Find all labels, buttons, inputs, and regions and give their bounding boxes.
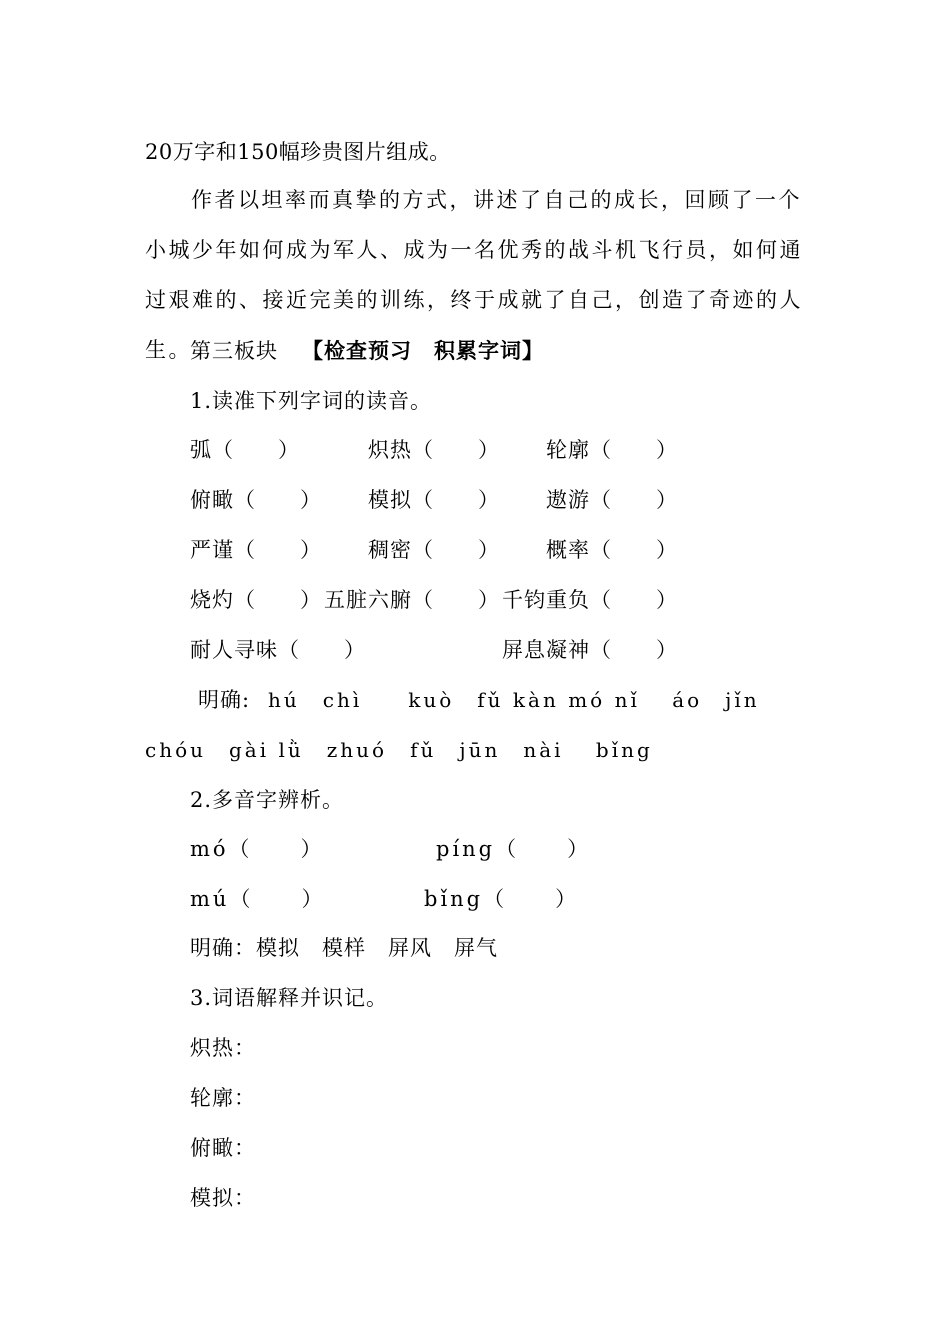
q2-item: mú（ ） — [190, 887, 326, 911]
q1-item: 俯瞰（ ） — [190, 488, 322, 512]
q1-item: 炽热（ ） — [368, 438, 500, 462]
q1-item: 轮廓（ ） — [546, 438, 678, 462]
q1-answer-line1: hú chì kuò fǔ kàn mó nǐ áo jǐn — [268, 688, 760, 712]
q1-item: 弧（ ） — [190, 438, 300, 462]
q1-item: 烧灼（ ） — [190, 588, 322, 612]
q3-item: 炽热： — [190, 1036, 256, 1060]
q1-item: 模拟（ ） — [368, 488, 500, 512]
q2-item: píng（ ） — [436, 837, 592, 861]
q1-item: 稠密（ ） — [368, 538, 500, 562]
q2-item: mó（ ） — [190, 837, 325, 861]
q1-heading: 1.读准下列字词的读音。 — [190, 389, 433, 413]
q1-item: 千钧重负（ ） — [502, 588, 678, 612]
q3-heading: 3.词语解释并识记。 — [190, 986, 389, 1010]
q2-item: bǐng（ ） — [424, 887, 580, 911]
q2-heading: 2.多音字辨析。 — [190, 788, 345, 812]
section-title — [190, 336, 544, 366]
q1-item: 耐人寻味（ ） — [190, 638, 366, 662]
q3-item: 轮廓： — [190, 1086, 256, 1110]
q1-answer-label: 明确: — [198, 688, 251, 712]
intro-tail-text: 20万字和150幅珍贵图片组成。 — [145, 140, 451, 164]
q1-item: 遨游（ ） — [546, 488, 678, 512]
q1-item: 五脏六腑（ ） — [324, 588, 500, 612]
q1-item: 严谨（ ） — [190, 538, 322, 562]
q2-answer: 明确：模拟 模样 屏风 屏气 — [190, 936, 498, 960]
q1-answer-line2: chóu gài lǜ zhuó fǔ jūn nài bǐng — [145, 738, 653, 762]
q1-item: 概率（ ） — [546, 538, 678, 562]
section-title-label: 第三板块 — [190, 339, 278, 363]
intro-paragraph: 作者以坦率而真挚的方式，讲述了自己的成长，回顾了一个小城少年如何成为军人、成为一名优秀的战斗机飞行员，如何通过艰难的、接近完美的训练，终于成就了自己，创造了奇迹的人生。 — [145, 188, 803, 362]
section-title-bracket: 【检查预习 积累字词】 — [302, 338, 544, 363]
q3-item: 模拟： — [190, 1186, 256, 1210]
q3-item: 俯瞰： — [190, 1136, 256, 1160]
q1-item: 屏息凝神（ ） — [502, 638, 678, 662]
